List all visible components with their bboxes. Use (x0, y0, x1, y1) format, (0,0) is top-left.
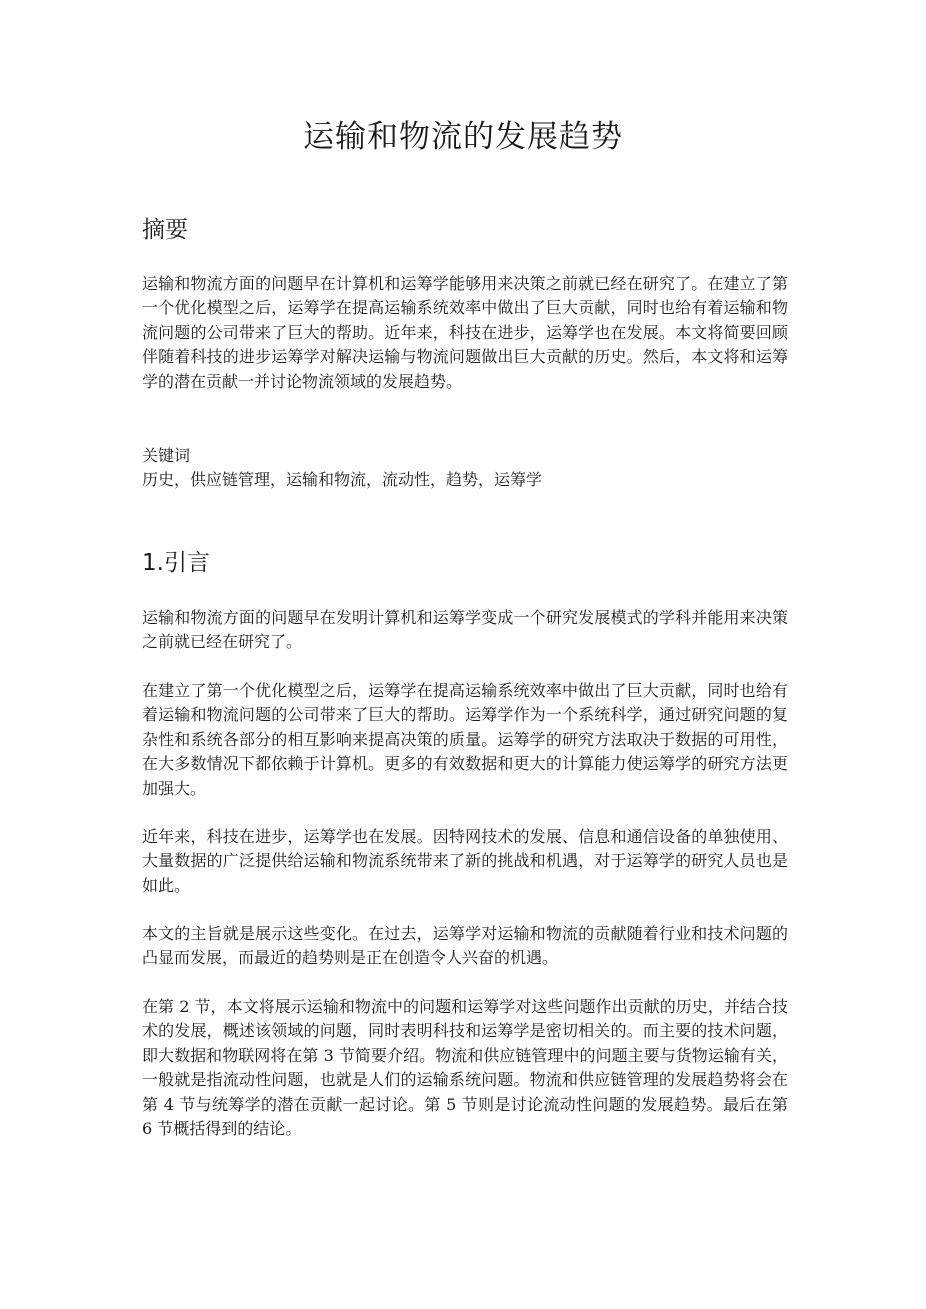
intro-paragraph-4: 本文的主旨就是展示这些变化。在过去，运筹学对运输和物流的贡献随着行业和技术问题的凸显而发展，而最近的趋势则是正在创造令人兴奋的机遇。 (142, 924, 788, 968)
abstract-heading: 摘要 (142, 217, 188, 243)
intro-paragraph-1: 运输和物流方面的问题早在发明计算机和运筹学变成一个研究发展模式的学科并能用来决策之前就已经在研究了。 (142, 608, 788, 652)
intro-paragraph-5: 在第 2 节，本文将展示运输和物流中的问题和运筹学对这些问题作出贡献的历史，并结合技术的发展，概述该领域的问题，同时表明科技和运筹学是密切相关的。而主要的技术问题，即大数据和物联网将在第 3 节简要介绍。物流和供应链管理中的问题主要与货物运输有关，一般就是指流动性问题，也就是人们的运输系统问题。物流和供应链管理的发展趋势将会在第 4 节与统筹学的潜在贡献一起讨论。第 5 节则是讨论流动性问题的发展趋势。最后在第 6 节概括得到的结论。 (142, 997, 788, 1139)
keywords-text: 历史，供应链管理，运输和物流，流动性，趋势，运筹学 (142, 470, 543, 489)
introduction-heading: 1.引言 (142, 550, 210, 576)
intro-paragraph-2: 在建立了第一个优化模型之后，运筹学在提高运输系统效率中做出了巨大贡献，同时也给有着运输和物流问题的公司带来了巨大的帮助。运筹学作为一个系统科学，通过研究问题的复杂性和系统各部分的相互影响来提高决策的质量。运筹学的研究方法取决于数据的可用性，在大多数情况下都依赖于计算机。更多的有效数据和更大的计算能力使运筹学的研究方法更加强大。 (142, 681, 788, 798)
document-title: 运输和物流的发展趋势 (303, 119, 623, 155)
intro-paragraph-3: 近年来，科技在进步，运筹学也在发展。因特网技术的发展、信息和通信设备的单独使用、大量数据的广泛提供给运输和物流系统带来了新的挑战和机遇，对于运筹学的研究人员也是如此。 (142, 827, 788, 895)
keywords-label: 关键词 (142, 446, 191, 465)
abstract-text: 运输和物流方面的问题早在计算机和运筹学能够用来决策之前就已经在研究了。在建立了第一个优化模型之后，运筹学在提高运输系统效率中做出了巨大贡献，同时也给有着运输和物流问题的公司带来了巨大的帮助。近年来，科技在进步，运筹学也在发展。本文将简要回顾伴随着科技的进步运筹学对解决运输与物流问题做出巨大贡献的历史。然后，本文将和运筹学的潜在贡献一并讨论物流领域的发展趋势。 (142, 274, 788, 391)
